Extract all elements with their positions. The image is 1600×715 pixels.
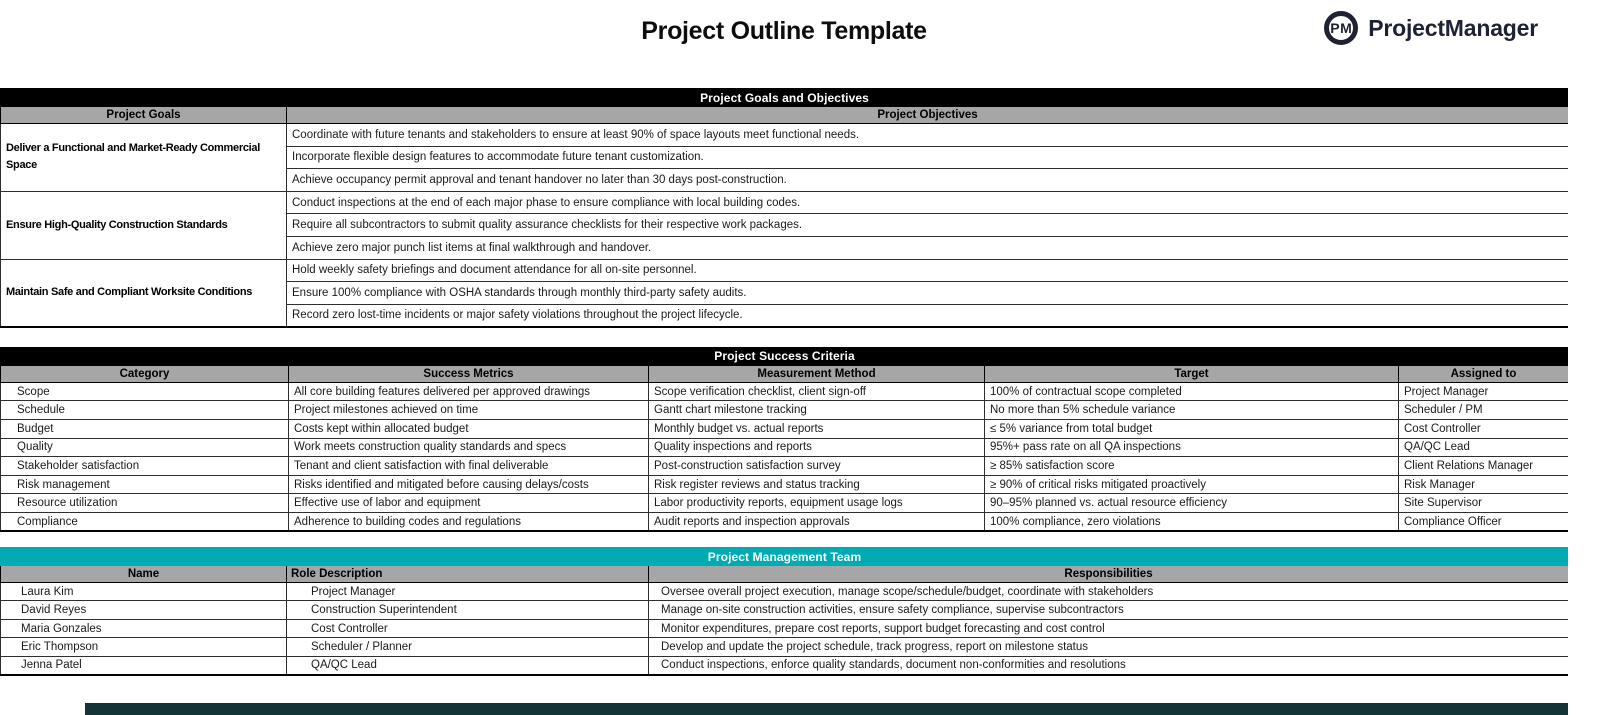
col-header-name: Name: [1, 566, 287, 583]
cell-objective: Record zero lost-time incidents or major safety violations throughout the project lifecycle.: [287, 304, 1569, 327]
cell-category: Risk management: [1, 475, 289, 494]
cell-target: No more than 5% schedule variance: [985, 401, 1399, 420]
success-criteria-table: [0, 347, 1569, 532]
cell-measurement-method: Quality inspections and reports: [649, 438, 985, 457]
cell-measurement-method: Risk register reviews and status tracking: [649, 475, 985, 494]
table-row: [1, 475, 1569, 494]
col-header-measurement-method: Measurement Method: [649, 365, 985, 382]
col-header-target: Target: [985, 365, 1399, 382]
cell-objective: Coordinate with future tenants and stakeholders to ensure at least 90% of space layouts meet functional needs.: [287, 124, 1569, 147]
cell-category: Scope: [1, 382, 289, 401]
cell-target: 100% compliance, zero violations: [985, 513, 1399, 532]
table-row: [1, 494, 1569, 513]
table-row: [1, 601, 1569, 619]
cell-category: Stakeholder satisfaction: [1, 457, 289, 476]
cell-responsibilities: Develop and update the project schedule, track progress, report on milestone status: [649, 638, 1569, 656]
table-row: [1, 619, 1569, 637]
cell-measurement-method: Labor productivity reports, equipment usage logs: [649, 494, 985, 513]
cell-target: ≤ 5% variance from total budget: [985, 420, 1399, 439]
cell-assigned-to: Compliance Officer: [1399, 513, 1569, 532]
cell-objective: Achieve zero major punch list items at final walkthrough and handover.: [287, 236, 1569, 259]
goals-objectives-table: [0, 88, 1569, 328]
cell-success-metric: Costs kept within allocated budget: [289, 420, 649, 439]
cell-objective: Incorporate flexible design features to accommodate future tenant customization.: [287, 146, 1569, 169]
cell-assigned-to: Scheduler / PM: [1399, 401, 1569, 420]
next-section-header-partial: [85, 703, 1570, 715]
table-row: [1, 124, 1569, 147]
cell-role: Construction Superintendent: [287, 601, 649, 619]
table-row: [1, 656, 1569, 674]
cell-name: David Reyes: [1, 601, 287, 619]
cell-role: Project Manager: [287, 583, 649, 601]
cell-assigned-to: QA/QC Lead: [1399, 438, 1569, 457]
cell-name: Laura Kim: [1, 583, 287, 601]
cell-success-metric: All core building features delivered per approved drawings: [289, 382, 649, 401]
cell-target: ≥ 90% of critical risks mitigated proactively: [985, 475, 1399, 494]
cell-responsibilities: Monitor expenditures, prepare cost reports, support budget forecasting and cost control: [649, 619, 1569, 637]
col-header-responsibilities: Responsibilities: [649, 566, 1569, 583]
document-header: [0, 0, 1600, 88]
cell-objective: Hold weekly safety briefings and document attendance for all on-site personnel.: [287, 259, 1569, 282]
cell-objective: Ensure 100% compliance with OSHA standards through monthly third-party safety audits.: [287, 282, 1569, 305]
cell-success-metric: Tenant and client satisfaction with final deliverable: [289, 457, 649, 476]
cell-role: Scheduler / Planner: [287, 638, 649, 656]
cell-name: Jenna Patel: [1, 656, 287, 674]
table-row: [1, 382, 1569, 401]
cell-success-metric: Adherence to building codes and regulations: [289, 513, 649, 532]
projectmanager-logo: [1324, 11, 1538, 45]
cell-objective: Achieve occupancy permit approval and tenant handover no later than 30 days post-construction.: [287, 169, 1569, 192]
cell-success-metric: Effective use of labor and equipment: [289, 494, 649, 513]
table-row: [1, 420, 1569, 439]
logo-wordmark: ProjectManager: [1368, 14, 1538, 41]
col-header-role-description: Role Description: [287, 566, 649, 583]
cell-success-metric: Project milestones achieved on time: [289, 401, 649, 420]
section-header-team: Project Management Team: [1, 548, 1569, 566]
page-title: Project Outline Template: [641, 17, 927, 45]
cell-goal: Maintain Safe and Compliant Worksite Conditions: [1, 259, 287, 327]
table-row: [1, 457, 1569, 476]
cell-target: 100% of contractual scope completed: [985, 382, 1399, 401]
col-header-assigned-to: Assigned to: [1399, 365, 1569, 382]
cell-measurement-method: Audit reports and inspection approvals: [649, 513, 985, 532]
cell-responsibilities: Conduct inspections, enforce quality standards, document non-conformities and resolutions: [649, 656, 1569, 674]
col-header-project-objectives: Project Objectives: [287, 107, 1569, 124]
col-header-success-metrics: Success Metrics: [289, 365, 649, 382]
cell-objective: Conduct inspections at the end of each major phase to ensure compliance with local building codes.: [287, 191, 1569, 214]
table-row: [1, 513, 1569, 532]
cell-objective: Require all subcontractors to submit quality assurance checklists for their respective work packages.: [287, 214, 1569, 237]
table-row: [1, 401, 1569, 420]
cell-target: 95%+ pass rate on all QA inspections: [985, 438, 1399, 457]
cell-measurement-method: Scope verification checklist, client sign-off: [649, 382, 985, 401]
cell-measurement-method: Monthly budget vs. actual reports: [649, 420, 985, 439]
cell-responsibilities: Manage on-site construction activities, ensure safety compliance, supervise subcontractors: [649, 601, 1569, 619]
cell-responsibilities: Oversee overall project execution, manage scope/schedule/budget, coordinate with stakeholders: [649, 583, 1569, 601]
cell-target: 90–95% planned vs. actual resource efficiency: [985, 494, 1399, 513]
section-header-criteria: Project Success Criteria: [1, 347, 1569, 365]
pm-circle-icon: PM: [1324, 11, 1358, 45]
cell-assigned-to: Client Relations Manager: [1399, 457, 1569, 476]
cell-category: Budget: [1, 420, 289, 439]
cell-goal: Deliver a Functional and Market-Ready Commercial Space: [1, 124, 287, 192]
cell-assigned-to: Site Supervisor: [1399, 494, 1569, 513]
table-row: [1, 259, 1569, 282]
cell-category: Compliance: [1, 513, 289, 532]
cell-measurement-method: Gantt chart milestone tracking: [649, 401, 985, 420]
table-row: [1, 638, 1569, 656]
table-row: [1, 191, 1569, 214]
col-header-project-goals: Project Goals: [1, 107, 287, 124]
cell-name: Eric Thompson: [1, 638, 287, 656]
cell-success-metric: Risks identified and mitigated before causing delays/costs: [289, 475, 649, 494]
right-page-margin: [1568, 0, 1600, 715]
cell-assigned-to: Cost Controller: [1399, 420, 1569, 439]
cell-role: QA/QC Lead: [287, 656, 649, 674]
col-header-category: Category: [1, 365, 289, 382]
section-header-goals: Project Goals and Objectives: [1, 89, 1569, 107]
cell-goal: Ensure High-Quality Construction Standards: [1, 191, 287, 259]
cell-measurement-method: Post-construction satisfaction survey: [649, 457, 985, 476]
cell-category: Quality: [1, 438, 289, 457]
cell-success-metric: Work meets construction quality standards and specs: [289, 438, 649, 457]
table-row: [1, 583, 1569, 601]
cell-assigned-to: Project Manager: [1399, 382, 1569, 401]
cell-category: Schedule: [1, 401, 289, 420]
cell-target: ≥ 85% satisfaction score: [985, 457, 1399, 476]
cell-role: Cost Controller: [287, 619, 649, 637]
cell-assigned-to: Risk Manager: [1399, 475, 1569, 494]
management-team-table: [0, 547, 1569, 675]
table-row: [1, 438, 1569, 457]
cell-category: Resource utilization: [1, 494, 289, 513]
cell-name: Maria Gonzales: [1, 619, 287, 637]
